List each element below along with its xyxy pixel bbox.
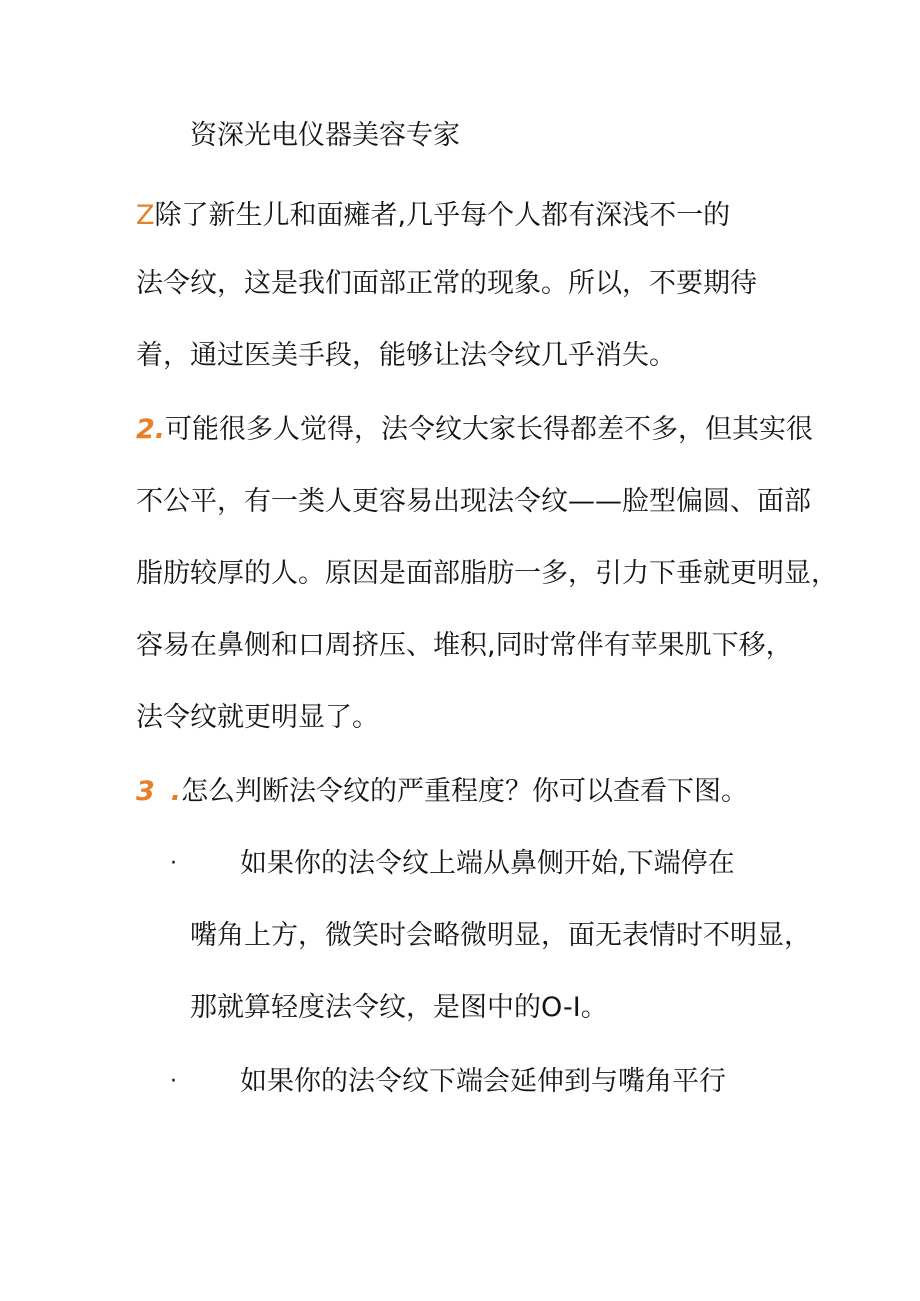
paragraph-2-text: 容易在鼻侧和口周挤压、堆积,同时常伴有苹果肌下移， xyxy=(136,630,793,661)
paragraph-1-text: 法令纹，这是我们面部正常的现象。所以，不要期待 xyxy=(136,268,757,299)
paragraph-2-text: 脂肪较厚的人。原因是面部脂肪一多，引力下垂就更明显， xyxy=(136,558,838,589)
bullet-1-line-2 xyxy=(190,918,811,954)
paragraph-2-line-4 xyxy=(136,628,793,664)
document-heading xyxy=(190,118,460,154)
paragraph-3-text: 怎么判断法令纹的严重程度？你可以查看下图。 xyxy=(181,776,749,807)
paragraph-3-number: 3 xyxy=(136,776,155,807)
bullet-1-text: 那就算轻度法令纹，是图中的O-I。 xyxy=(190,992,608,1023)
bullet-1-line-3 xyxy=(190,990,608,1026)
paragraph-2-line-3 xyxy=(136,556,838,592)
bullet-marker: · xyxy=(170,1069,177,1094)
bullet-1-text: 嘴角上方，微笑时会略微明显，面无表情时不明显， xyxy=(190,920,811,951)
paragraph-1-text: 除了新生儿和面瘫者,几乎每个人都有深浅不一的 xyxy=(154,200,731,231)
bullet-2-line-1 xyxy=(240,1064,726,1100)
paragraph-1-number: Z xyxy=(136,200,155,231)
bullet-marker: · xyxy=(170,851,177,876)
paragraph-2-line-5 xyxy=(136,700,379,736)
heading-text: 资深光电仪器美容专家 xyxy=(190,120,460,151)
bullet-1-line-1 xyxy=(240,846,735,882)
paragraph-1-line-2 xyxy=(136,266,757,302)
paragraph-2-text: 不公平，有一类人更容易出现法令纹——脸型偏圆、面部 xyxy=(136,486,811,517)
paragraph-3-dot: . xyxy=(170,776,182,807)
paragraph-2-line-2 xyxy=(136,484,811,520)
paragraph-3-line-1 xyxy=(136,774,748,810)
bullet-1-text: 如果你的法令纹上端从鼻侧开始,下端停在 xyxy=(240,848,735,879)
paragraph-1-line-3 xyxy=(136,338,676,374)
paragraph-2-line-1 xyxy=(136,412,813,448)
paragraph-2-number: 2. xyxy=(136,414,166,445)
paragraph-1-text: 着，通过医美手段，能够让法令纹几乎消失。 xyxy=(136,340,676,371)
paragraph-2-text: 法令纹就更明显了。 xyxy=(136,702,379,733)
bullet-2-text: 如果你的法令纹下端会延伸到与嘴角平行 xyxy=(240,1066,726,1097)
paragraph-2-text: 可能很多人觉得，法令纹大家长得都差不多，但其实很 xyxy=(165,414,814,445)
paragraph-1-line-1 xyxy=(136,198,730,234)
